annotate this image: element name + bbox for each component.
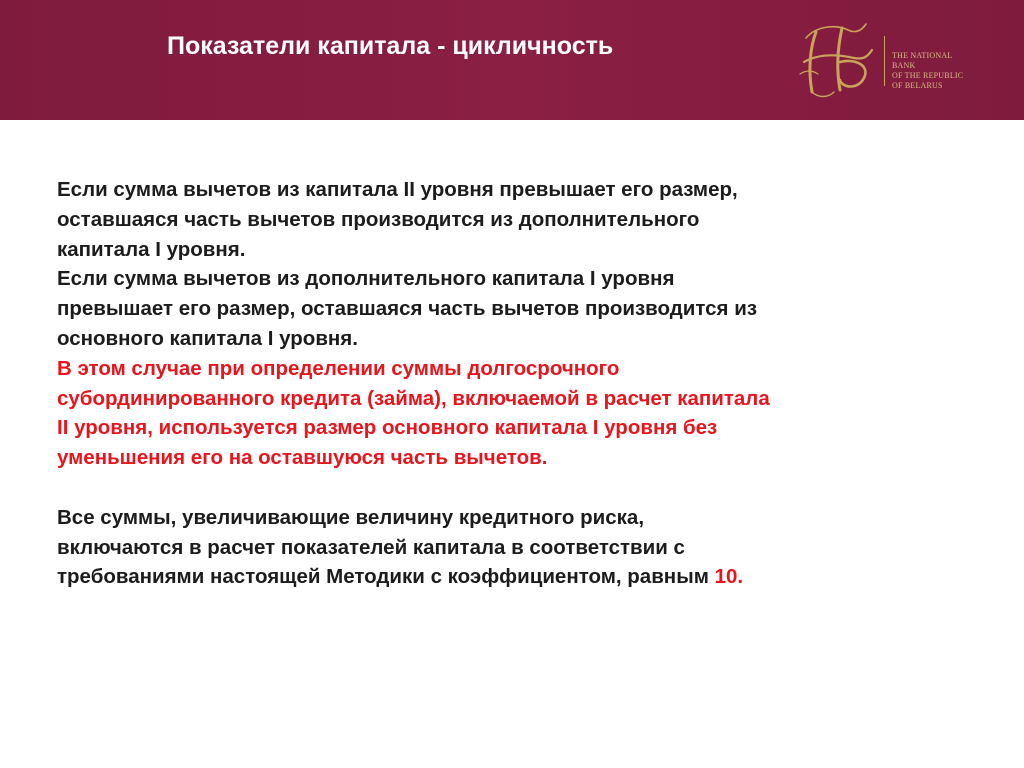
logo-text-line: THE NATIONAL [892, 51, 953, 60]
paragraph-highlight-note [57, 354, 957, 473]
text-line: превышает его размер, оставшаяся часть вычетов производится из [57, 297, 758, 321]
text-line: оставшаяся часть вычетов производится из дополнительного [57, 207, 700, 231]
logo-text [892, 51, 996, 91]
text-line: II уровня, используется размер основного капитала I уровня без [57, 416, 718, 440]
national-bank-logo [796, 18, 996, 104]
logo-text-line: BANK [892, 61, 916, 70]
text-line: капитала I уровня. [57, 237, 246, 261]
slide-title: Показатели капитала - цикличность [167, 32, 614, 60]
logo-text-line: OF BELARUS [892, 81, 943, 90]
logo-divider [884, 36, 885, 86]
text-line-content: требованиями настоящей Методики с коэффициентом, равным [57, 565, 715, 589]
logo-text-line: OF THE REPUBLIC [892, 71, 964, 80]
text-line: основного капитала I уровня. [57, 326, 358, 350]
text-line [57, 562, 957, 592]
paragraph-credit-risk [57, 503, 957, 592]
text-line: субординированного кредита (займа), включаемой в расчет капитала [57, 386, 770, 410]
slide-body [57, 175, 957, 592]
text-line: Если сумма вычетов из дополнительного капитала I уровня [57, 267, 675, 291]
text-line: Все суммы, увеличивающие величину кредитного риска, [57, 505, 645, 529]
coefficient-value: 10. [714, 565, 744, 589]
text-line: В этом случае при определении суммы долгосрочного [57, 356, 620, 380]
paragraph-deductions-tier2 [57, 175, 957, 264]
text-line: Если сумма вычетов из капитала II уровня превышает его размер, [57, 178, 738, 201]
header-bar [0, 0, 1024, 120]
nb-monogram-icon [796, 18, 882, 104]
paragraph-spacer [57, 473, 957, 503]
text-line: включаются в расчет показателей капитала в соответствии с [57, 535, 685, 559]
paragraph-deductions-additional-tier1 [57, 264, 957, 353]
text-line: уменьшения его на оставшуюся часть вычетов. [57, 446, 548, 470]
